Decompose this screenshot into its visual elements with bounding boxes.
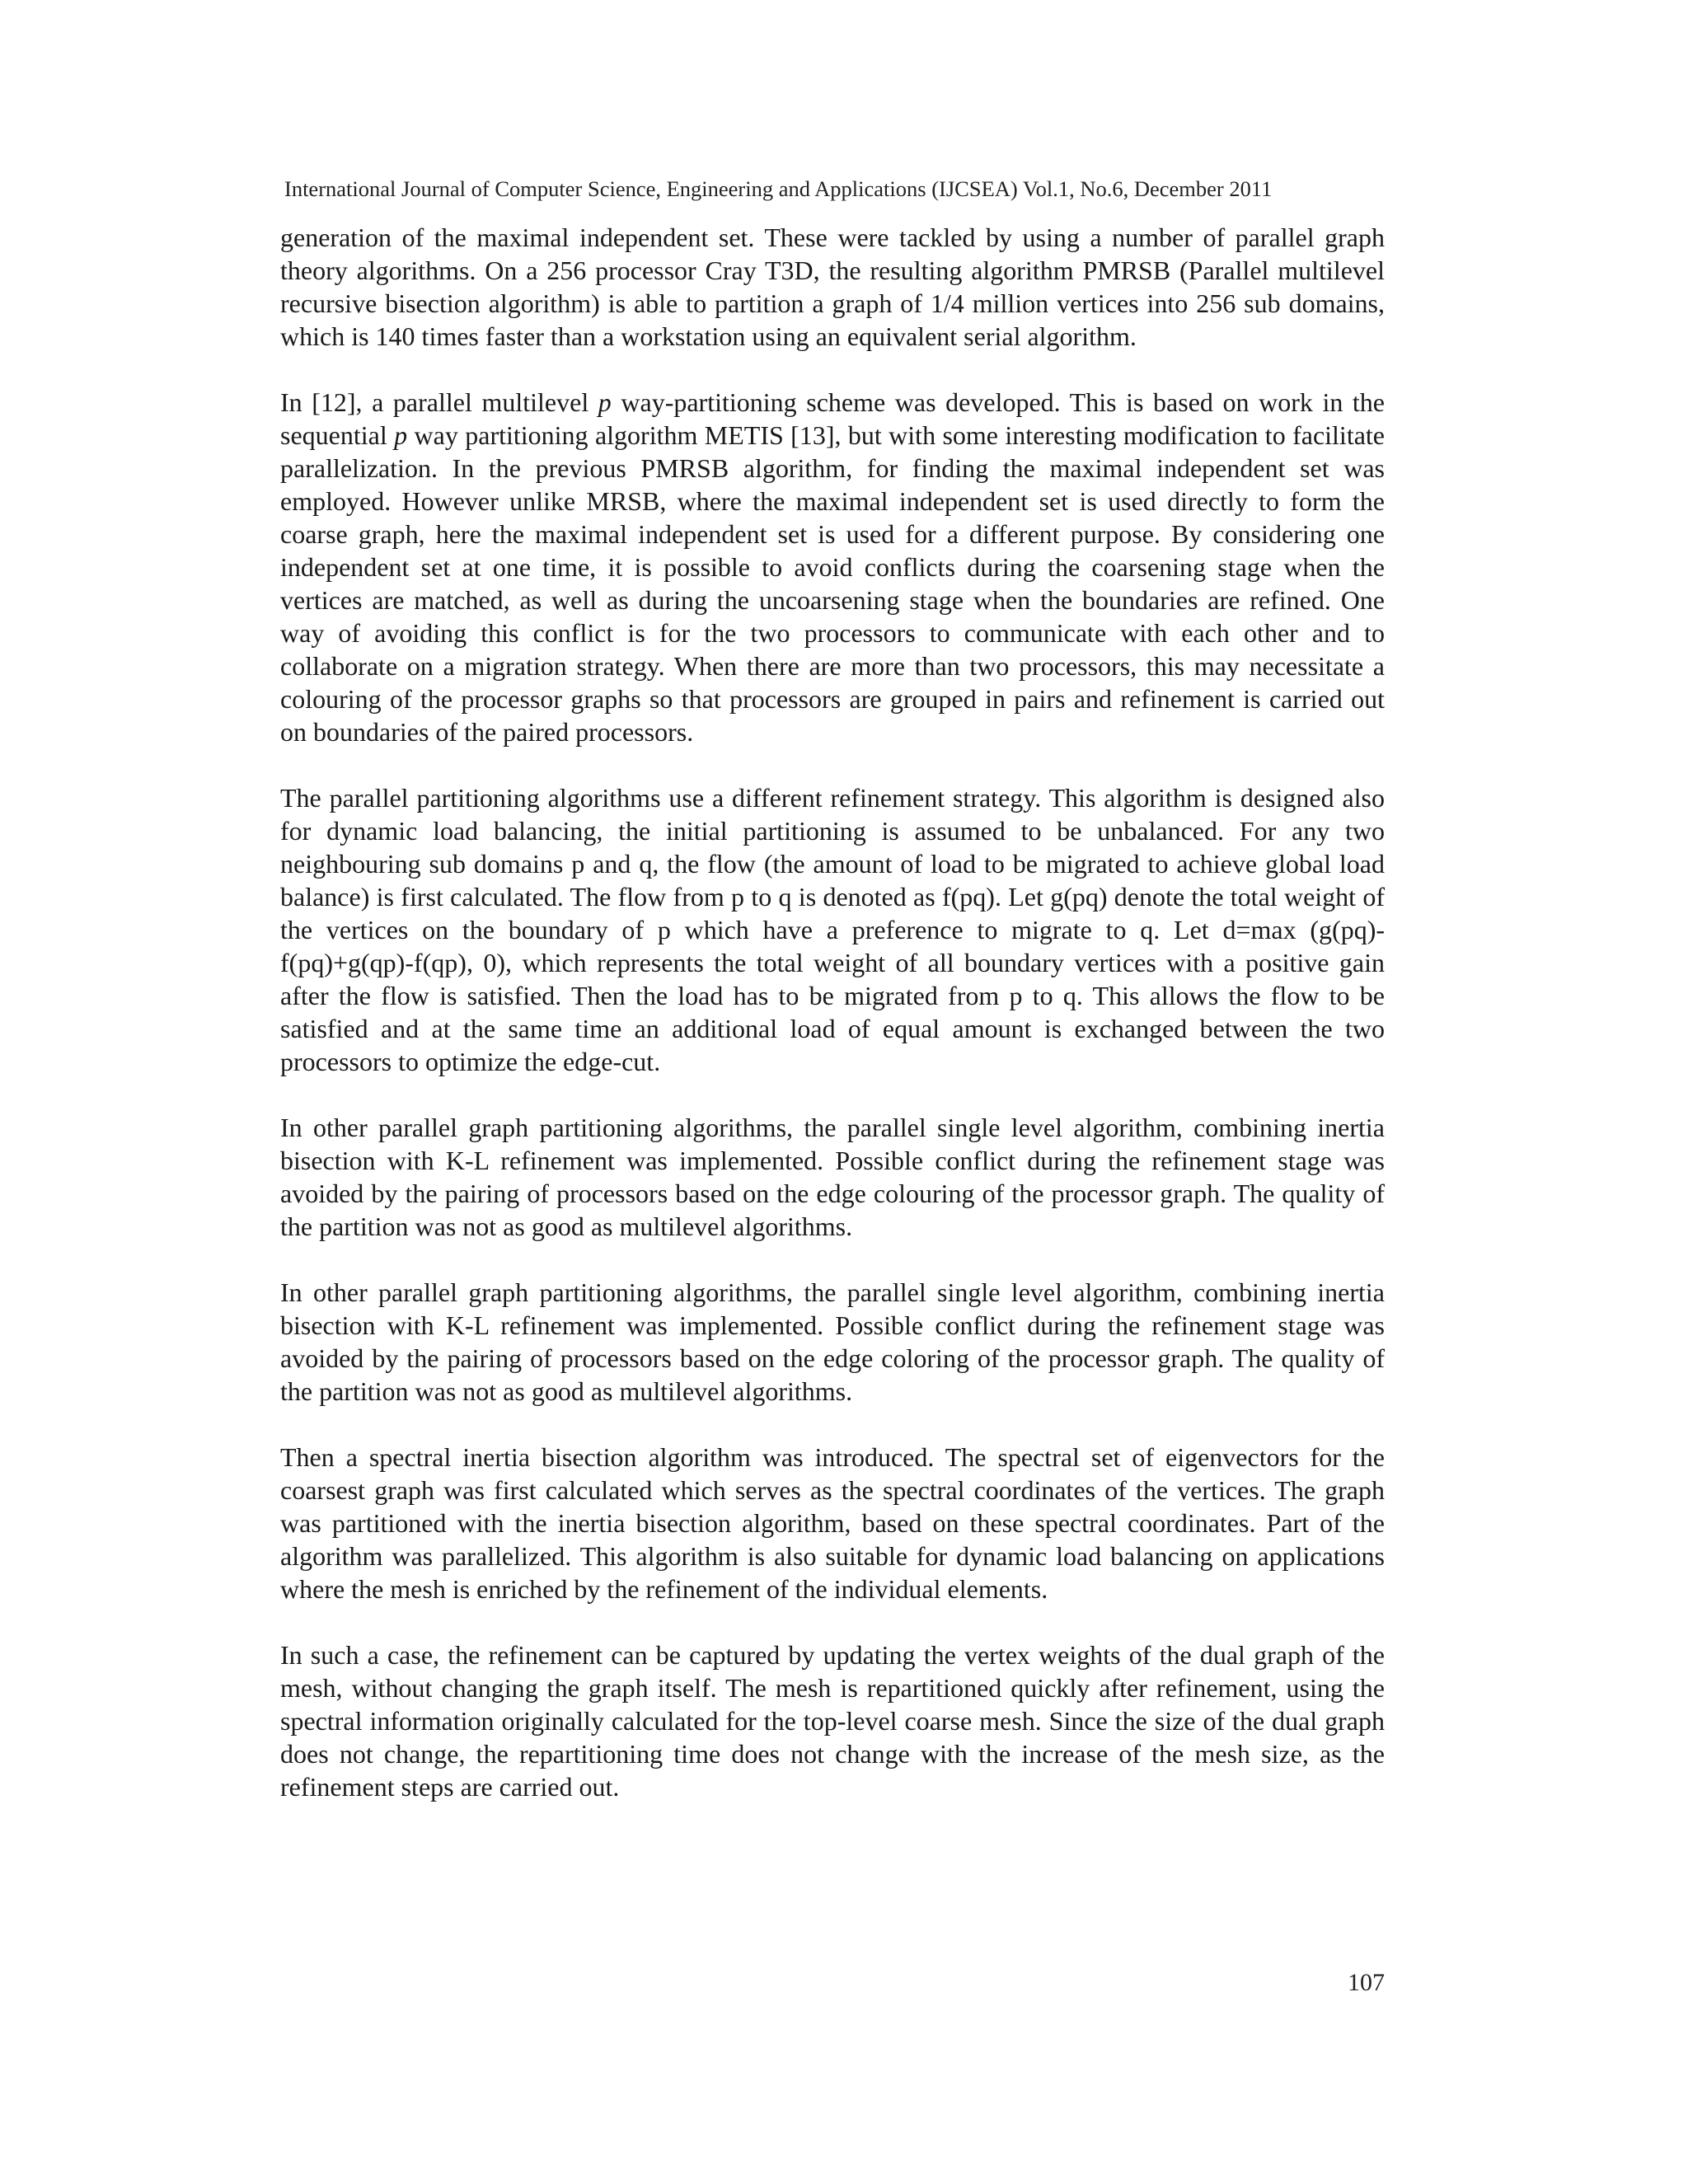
- paragraph-2-italic-p-1: p: [598, 387, 612, 417]
- paragraph-7: In such a case, the refinement can be captured by updating the vertex weights of the dual graph of the mesh, without changing the graph itself. The mesh is repartitioned quickly after refinement, using the spectral information originally calculated for the top-level coarse mesh. Since the size of the dual graph does not change, the repartitioning time does not change with the increase of the mesh size, as the refinement steps are carried out.: [280, 1640, 1385, 1802]
- paragraph-2-part-c: way-partitioning scheme was developed. This is based on work in the sequential: [280, 387, 1386, 450]
- page-number: 107: [1348, 1969, 1385, 1996]
- paragraph-2-italic-p-2: p: [394, 420, 408, 450]
- paragraph-5: In other parallel graph partitioning algorithms, the parallel single level algorithm, combining inertia bisection with K-L refinement was implemented. Possible conflict during the refinement stage was avoided by the pairing of processors based on the edge coloring of the processor graph. The quality of the partition was not as good as multilevel algorithms.: [280, 1277, 1385, 1406]
- body-text: [280, 221, 1385, 1803]
- paragraph-6: Then a spectral inertia bisection algorithm was introduced. The spectral set of eigenvectors for the coarsest graph was first calculated which serves as the spectral coordinates of the vertices. The graph was partitioned with the inertia bisection algorithm, based on these spectral coordinates. Part of the algorithm was parallelized. This algorithm is also suitable for dynamic load balancing on applications where the mesh is enriched by the refinement of the individual elements.: [280, 1442, 1385, 1604]
- paragraph-1: generation of the maximal independent set. These were tackled by using a number of parallel graph theory algorithms. On a 256 processor Cray T3D, the resulting algorithm PMRSB (Parallel multilevel recursive bisection algorithm) is able to partition a graph of 1/4 million vertices into 256 sub domains, which is 140 times faster than a workstation using an equivalent serial algorithm.: [280, 223, 1385, 351]
- paragraph-2-part-e: way partitioning algorithm METIS [13], but with some interesting modification to facilitate parallelization. In the previous PMRSB algorithm, for finding the maximal independent set was employed. However unlike MRSB, where the maximal independent set is used directly to form the coarse graph, here the maximal independent set is used for a different purpose. By considering one independent set at one time, it is possible to avoid conflicts during the coarsening stage when the vertices are matched, as well as during the uncoarsening stage when the boundaries are refined. One way of avoiding this conflict is for the two processors to communicate with each other and to collaborate on a migration strategy. When there are more than two processors, this may necessitate a colouring of the processor graphs so that processors are grouped in pairs and refinement is carried out on boundaries of the paired processors.: [280, 420, 1386, 747]
- running-header: International Journal of Computer Science, Engineering and Applications (IJCSEA) Vol.1, No.6, December 2011: [284, 176, 1273, 201]
- paragraph-3: The parallel partitioning algorithms use a different refinement strategy. This algorithm is designed also for dynamic load balancing, the initial partitioning is assumed to be unbalanced. For any two neighbouring sub domains p and q, the flow (the amount of load to be migrated to achieve global load balance) is first calculated. The flow from p to q is denoted as f(pq). Let g(pq) denote the total weight of the vertices on the boundary of p which have a preference to migrate to q. Let d=max (g(pq)-f(pq)+g(qp)-f(qp), 0), which represents the total weight of all boundary vertices with a positive gain after the flow is satisfied. Then the load has to be migrated from p to q. This allows the flow to be satisfied and at the same time an additional load of equal amount is exchanged between the two processors to optimize the edge-cut.: [280, 783, 1385, 1076]
- paragraph-4: In other parallel graph partitioning algorithms, the parallel single level algorithm, combining inertia bisection with K-L refinement was implemented. Possible conflict during the refinement stage was avoided by the pairing of processors based on the edge colouring of the processor graph. The quality of the partition was not as good as multilevel algorithms.: [280, 1113, 1385, 1241]
- paragraph-2-part-a: In [12], a parallel multilevel: [280, 387, 598, 417]
- paragraph-2: [280, 386, 1385, 748]
